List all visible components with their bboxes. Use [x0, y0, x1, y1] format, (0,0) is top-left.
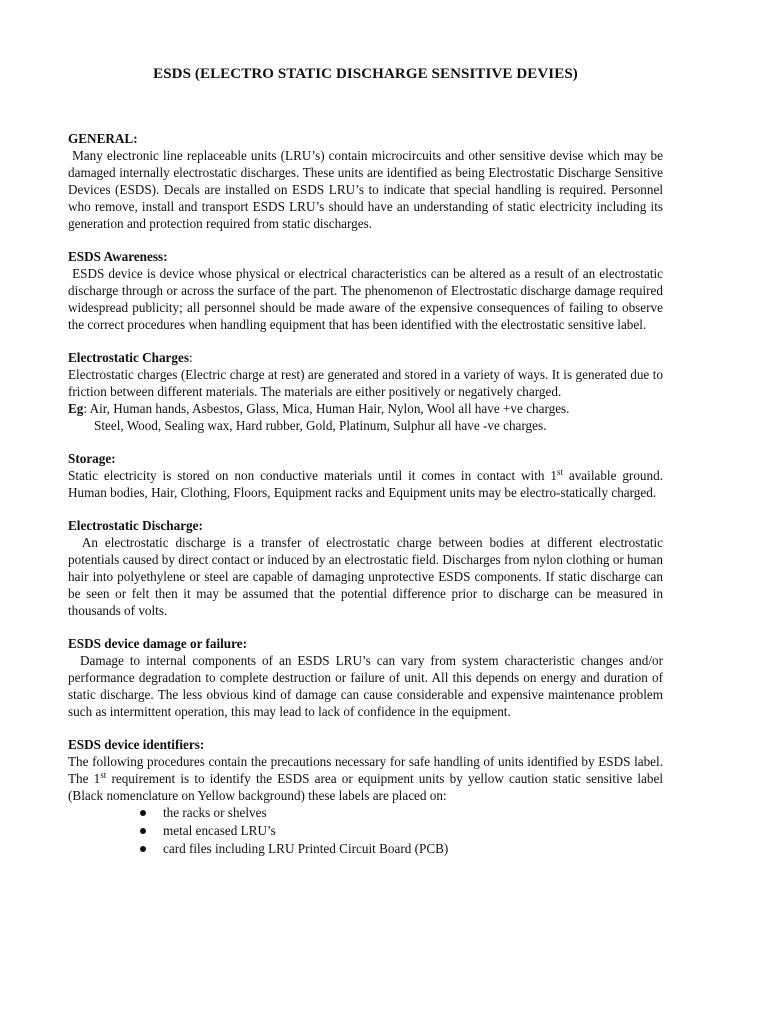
- storage-superscript: st: [556, 467, 563, 477]
- paragraph-storage: [68, 467, 663, 501]
- bullet-icon: [140, 828, 146, 834]
- identifiers-text-part1: The following procedures contain the precautions necessary for safe handling of units identified by ESDS label. The 1: [68, 754, 663, 786]
- identifiers-superscript: st: [100, 770, 107, 780]
- charges-heading-colon: :: [188, 350, 193, 365]
- section-heading-identifiers: ESDS device identifiers:: [68, 737, 205, 752]
- section-damage: [68, 635, 667, 720]
- bullet-icon: [140, 846, 146, 852]
- section-heading-general: GENERAL:: [68, 131, 138, 146]
- bullet-icon: [140, 810, 146, 816]
- section-identifiers: [68, 736, 663, 857]
- example-label: Eg: [68, 401, 84, 416]
- section-charges: [68, 349, 663, 434]
- list-item: [140, 822, 663, 840]
- section-heading-storage: Storage:: [68, 451, 116, 466]
- document-title: ESDS (ELECTRO STATIC DISCHARGE SENSITIVE DEVIES): [153, 66, 578, 82]
- list-item-text: metal encased LRU’s: [163, 822, 276, 838]
- storage-text-part2: available ground. Human bodies, Hair, Clothing, Floors, Equipment racks and Equipment units may be electro-statically charged.: [68, 468, 663, 500]
- list-item: [140, 804, 663, 822]
- section-heading-awareness: ESDS Awareness:: [68, 249, 168, 264]
- identifiers-text-part2: requirement is to identify the ESDS area or equipment units by yellow caution static sensitive label (Black nomenclature on Yellow background) these labels are placed on:: [68, 771, 663, 803]
- list-item-text: the racks or shelves: [163, 805, 267, 820]
- storage-text-part1: Static electricity is stored on non conductive materials until it comes in contact with 1: [68, 468, 557, 483]
- section-heading-charges: [68, 349, 663, 366]
- charges-heading-text: Electrostatic Charges: [68, 350, 189, 365]
- section-general: [68, 130, 667, 232]
- example-positive-text: : Air, Human hands, Asbestos, Glass, Mica, Human Hair, Nylon, Wool all have +ve charges.: [83, 401, 570, 416]
- label-placement-list: [68, 804, 663, 857]
- list-item: [140, 840, 663, 858]
- paragraph-charges: Electrostatic charges (Electric charge at rest) are generated and stored in a variety of ways. It is generated due to friction between different materials. The materials are either positively or negatively charged.: [68, 367, 663, 399]
- section-heading-damage: ESDS device damage or failure:: [68, 636, 247, 651]
- paragraph-damage: Damage to internal components of an ESDS LRU’s can vary from system characteristic changes and/or performance degradation to complete destruction or failure of unit. All this depends on energy and duration of static discharge. The less obvious kind of damage can cause considerable and expensive maintenance problem such as intermittent operation, this may lead to lack of confidence in the equipment.: [68, 653, 667, 719]
- paragraph-awareness: ESDS device is device whose physical or electrical characteristics can be altered as a result of an electrostatic discharge through or across the surface of the part. The phenomenon of Electrostatic discharge damage required widespread publicity; all personnel should be made aware of the expensive consequences of failing to observe the correct procedures when handling equipment that has been identified with the electrostatic sensitive label.: [68, 266, 667, 332]
- list-item-text: card files including LRU Printed Circuit Board (PCB): [163, 840, 449, 856]
- paragraph-identifiers: [68, 753, 663, 804]
- section-storage: [68, 450, 663, 501]
- example-line-negative: Steel, Wood, Sealing wax, Hard rubber, Gold, Platinum, Sulphur all have -ve charges.: [94, 418, 547, 433]
- section-heading-discharge: Electrostatic Discharge:: [68, 518, 203, 533]
- section-awareness: [68, 248, 667, 333]
- document-page: [68, 60, 667, 857]
- example-line-positive: [68, 400, 663, 417]
- section-discharge: [68, 517, 667, 619]
- paragraph-discharge: An electrostatic discharge is a transfer of electrostatic charge between bodies at different electrostatic potentials caused by direct contact or induced by an electrostatic field. Discharges from nylon clothing or human hair into polyethylene or steel are capable of damaging unprotective ESDS components. If static discharge can be seen or felt then it may be assumed that the potential difference prior to discharge can be measured in thousands of volts.: [68, 535, 667, 618]
- paragraph-general: Many electronic line replaceable units (LRU’s) contain microcircuits and other sensitive devise which may be damaged internally electrostatic discharges. These units are identified as being Electrostatic Discharge Sensitive Devices (ESDS). Decals are installed on ESDS LRU’s to indicate that special handling is required. Personnel who remove, install and transport ESDS LRU’s should have an understanding of static electricity including its generation and protection required from static discharges.: [68, 148, 667, 231]
